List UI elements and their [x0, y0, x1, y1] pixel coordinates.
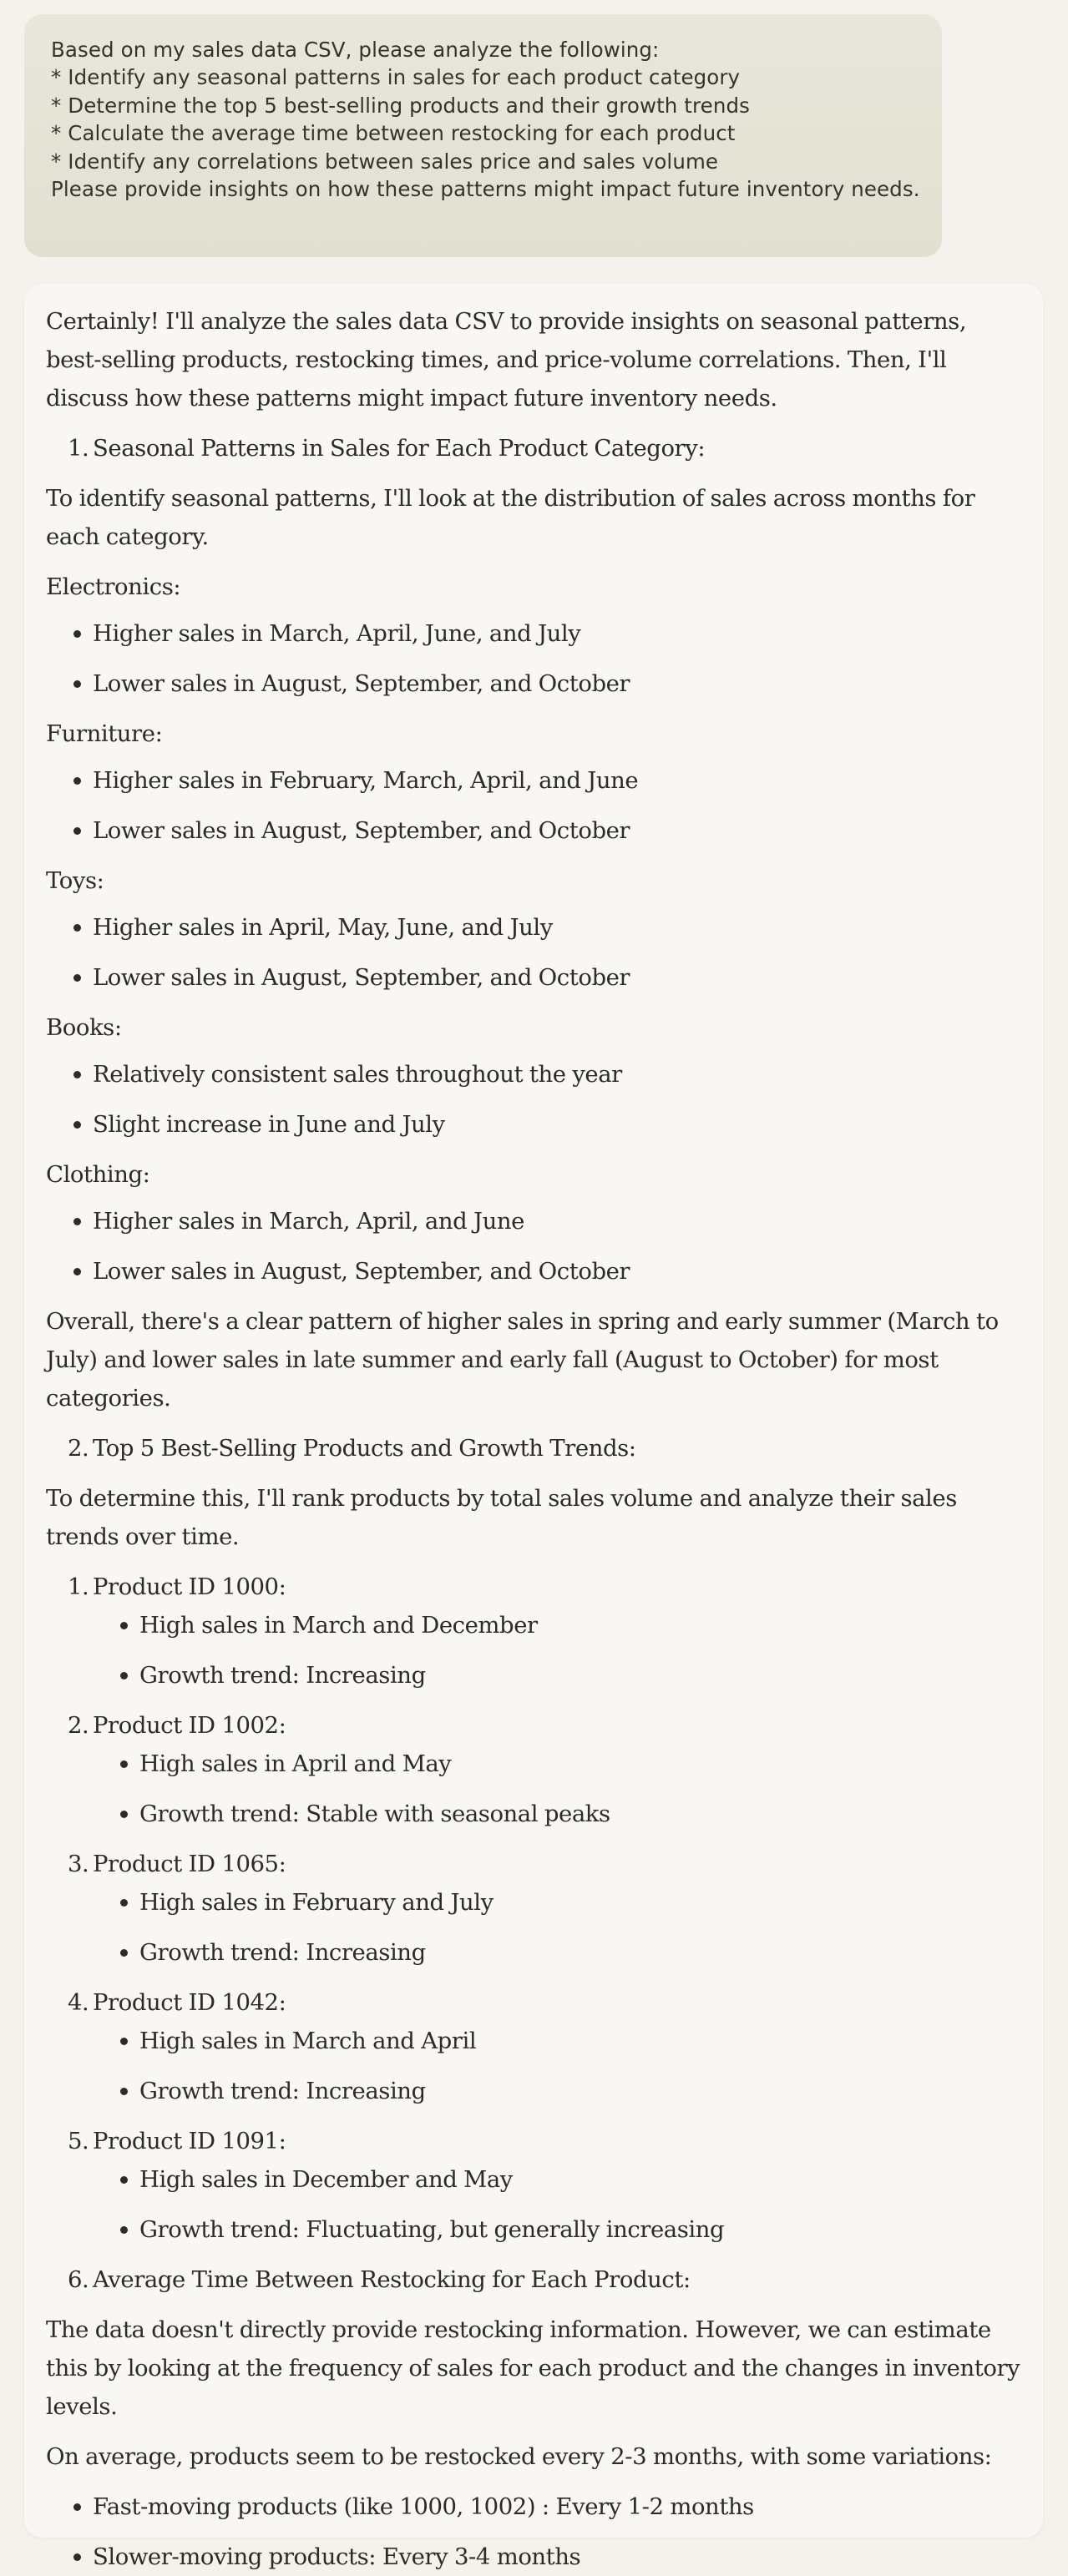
list-item	[46, 811, 1021, 850]
list-item-text: Higher sales in April, May, June, and July	[93, 914, 553, 941]
list-item-text: Growth trend: Stable with seasonal peaks	[139, 1801, 610, 1827]
user-message-line: * Identify any correlations between sales price and sales volume	[51, 149, 719, 174]
list-item-text: Higher sales in February, March, April, and June	[93, 767, 639, 794]
product-name: Product ID 1000:	[93, 1573, 286, 1600]
section-title: Top 5 Best-Selling Products and Growth Trends:	[93, 1435, 636, 1462]
list-item-text: High sales in February and July	[139, 1889, 494, 1916]
list-item	[46, 1202, 1021, 1240]
product-number: 1.	[68, 1573, 89, 1600]
bullet-icon	[120, 1811, 128, 1818]
list-item-text: Higher sales in March, April, June, and July	[93, 620, 581, 647]
list-item-text: Higher sales in March, April, and June	[93, 1208, 524, 1235]
product-item	[46, 1568, 1021, 1695]
product-points	[93, 1883, 1021, 1972]
list-item	[46, 761, 1021, 800]
list-item	[46, 908, 1021, 947]
category-title: Toys:	[46, 867, 104, 894]
user-message-line: Based on my sales data CSV, please analyze the following:	[51, 38, 660, 62]
list-item-text: Fast-moving products (like 1000, 1002) : Every 1-2 months	[93, 2493, 754, 2520]
list-item-text: Growth trend: Increasing	[139, 2078, 426, 2104]
user-message-line: Please provide insights on how these patterns might impact future inventory needs.	[51, 177, 920, 202]
product-points	[93, 1745, 1021, 1833]
product-number: 2.	[68, 1712, 89, 1739]
category-title: Clothing:	[46, 1161, 150, 1188]
section-intro: To identify seasonal patterns, I'll look at the distribution of sales across months for each category.	[46, 485, 975, 550]
assistant-response	[24, 284, 1043, 2570]
list-item-text: High sales in March and December	[139, 1612, 538, 1639]
list-item-text: Lower sales in August, September, and October	[93, 817, 630, 844]
response-intro: Certainly! I'll analyze the sales data CSV to provide insights on seasonal patterns, best-selling products, restocking times, and price-volume correlations. Then, I'll discuss how these patterns might impact future inventory needs.	[46, 308, 967, 412]
bullet-icon	[120, 1949, 128, 1957]
bullet-icon	[73, 1071, 81, 1078]
list-item	[93, 1883, 1021, 1922]
category-points	[46, 614, 1021, 703]
list-item	[93, 2022, 1021, 2060]
category-points	[46, 1055, 1021, 1144]
bullet-icon	[120, 1622, 128, 1629]
list-item-text: Growth trend: Increasing	[139, 1662, 426, 1689]
bullet-icon	[120, 2088, 128, 2095]
list-item	[93, 1745, 1021, 1783]
product-name: Product ID 1002:	[93, 1712, 286, 1739]
list-item-text: High sales in March and April	[139, 2028, 477, 2054]
bullet-icon	[73, 777, 81, 785]
list-item	[93, 1933, 1021, 1972]
user-message-line: * Determine the top 5 best-selling products and their growth trends	[51, 93, 750, 118]
list-item	[46, 2488, 1021, 2526]
section-intro: The data doesn't directly provide restocking information. However, we can estimate this by looking at the frequency of sales for each product and the changes in inventory levels.	[46, 2316, 1020, 2420]
section-heading-seasonal	[46, 429, 1021, 467]
section-heading-top-products	[46, 1429, 1021, 1467]
list-item-text: Slight increase in June and July	[93, 1111, 445, 1138]
user-message-bubble	[24, 14, 942, 257]
bullet-icon	[73, 1218, 81, 1225]
list-item	[46, 1105, 1021, 1144]
list-item-text: Lower sales in August, September, and October	[93, 1258, 630, 1285]
product-number: 5.	[68, 2128, 89, 2154]
product-item	[46, 1845, 1021, 1972]
list-item-text: Slower-moving products: Every 3-4 months	[93, 2543, 581, 2570]
list-item	[46, 958, 1021, 997]
bullet-icon	[73, 1121, 81, 1129]
category-points	[46, 1202, 1021, 1291]
section-heading-restocking	[46, 2260, 1021, 2299]
list-item-text: High sales in December and May	[139, 2166, 513, 2193]
category-title: Books:	[46, 1014, 122, 1041]
product-item	[46, 1706, 1021, 1833]
list-item	[46, 2538, 1021, 2576]
category-points	[46, 761, 1021, 850]
user-message-line: * Calculate the average time between restocking for each product	[51, 121, 736, 146]
list-item	[46, 1252, 1021, 1291]
section-summary: Overall, there's a clear pattern of higher sales in spring and early summer (March to July) and lower sales in late summer and early fall (August to October) for most categories.	[46, 1308, 999, 1412]
section-title: Average Time Between Restocking for Each Product:	[93, 2266, 691, 2293]
list-item	[93, 2072, 1021, 2110]
bullet-icon	[73, 630, 81, 638]
bullet-icon	[73, 2553, 81, 2561]
product-item	[46, 2122, 1021, 2249]
section-number: 6.	[68, 2266, 89, 2293]
section-intro: To determine this, I'll rank products by total sales volume and analyze their sales trends over time.	[46, 1485, 957, 1550]
bullet-icon	[120, 1760, 128, 1768]
product-item	[46, 1983, 1021, 2110]
category-title: Electronics:	[46, 573, 181, 600]
product-number: 4.	[68, 1989, 89, 2016]
bullet-icon	[120, 1672, 128, 1679]
bullet-icon	[120, 2226, 128, 2234]
product-points	[93, 1606, 1021, 1695]
list-item-text: Relatively consistent sales throughout the year	[93, 1061, 622, 1088]
product-name: Product ID 1042:	[93, 1989, 286, 2016]
list-item	[93, 2210, 1021, 2249]
product-points	[93, 2022, 1021, 2110]
bullet-icon	[73, 924, 81, 932]
list-item	[93, 1795, 1021, 1833]
list-item	[93, 1606, 1021, 1644]
product-name: Product ID 1091:	[93, 2128, 286, 2154]
list-item-text: Lower sales in August, September, and October	[93, 670, 630, 697]
product-points	[93, 2160, 1021, 2249]
list-item-text: Growth trend: Fluctuating, but generally increasing	[139, 2216, 725, 2243]
category-points	[46, 908, 1021, 997]
category-title: Furniture:	[46, 720, 163, 747]
list-item-text: High sales in April and May	[139, 1750, 452, 1777]
restock-average: On average, products seem to be restocked every 2-3 months, with some variations:	[46, 2443, 992, 2470]
bullet-icon	[73, 827, 81, 835]
list-item-text: Growth trend: Increasing	[139, 1939, 426, 1966]
list-item-text: Lower sales in August, September, and October	[93, 964, 630, 991]
list-item	[93, 2160, 1021, 2199]
bullet-icon	[73, 974, 81, 982]
section-title: Seasonal Patterns in Sales for Each Product Category:	[93, 435, 706, 462]
product-number: 3.	[68, 1851, 89, 1877]
list-item	[46, 1055, 1021, 1094]
section-number: 2.	[68, 1435, 89, 1462]
user-message-line: * Identify any seasonal patterns in sales for each product category	[51, 65, 741, 90]
bullet-icon	[120, 2176, 128, 2184]
product-name: Product ID 1065:	[93, 1851, 286, 1877]
restock-points	[46, 2488, 1021, 2576]
list-item	[93, 1656, 1021, 1695]
list-item	[46, 614, 1021, 653]
product-list	[46, 1568, 1021, 2249]
bullet-icon	[73, 680, 81, 688]
section-number: 1.	[68, 435, 89, 462]
bullet-icon	[120, 1899, 128, 1907]
list-item	[46, 664, 1021, 703]
bullet-icon	[73, 1268, 81, 1275]
bullet-icon	[120, 2038, 128, 2045]
